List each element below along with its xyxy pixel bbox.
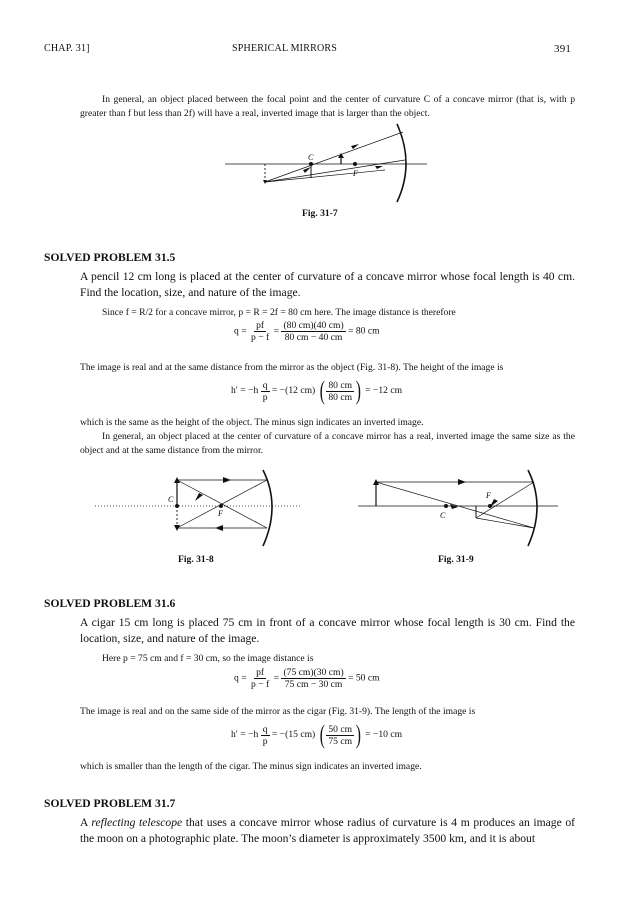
running-title: SPHERICAL MIRRORS bbox=[232, 43, 337, 54]
label-f: F bbox=[353, 169, 358, 178]
figure-31-8 bbox=[95, 466, 300, 551]
caption-fig-31-7: Fig. 31-7 bbox=[302, 208, 338, 219]
conclusion-31-5: which is the same as the height of the object. The minus sign indicates an inverted image. bbox=[80, 417, 424, 428]
concave-mirror bbox=[397, 124, 406, 202]
figure-31-9 bbox=[358, 466, 563, 551]
figure-31-7 bbox=[225, 120, 430, 205]
equation-image-distance-31-6: q = $\frac{pf}{p - f}$ = $\frac{(75 cm)(30 cm)}{75 cm - 30 cm}$ = 50 cm bbox=[234, 667, 380, 690]
equation-image-distance-31-5: q = $\frac{pf}{p - f}$ = $\frac{(80 cm)(40 cm)}{80 cm - 40 cm}$ = 80 cm bbox=[234, 320, 380, 343]
since-line: Since f = R/2 for a concave mirror, p = R = 2f = 80 cm here. The image distance is therefore bbox=[102, 307, 456, 318]
intro-paragraph: In general, an object placed between the focal point and the center of curvature C of a concave mirror (that is, with p greater than f but less than 2f) will have a real, inverted image that is larger than the object. bbox=[80, 94, 575, 119]
chapter-label: CHAP. 31] bbox=[44, 43, 90, 54]
heading-problem-31-7: SOLVED PROBLEM 31.7 bbox=[44, 797, 176, 810]
ray-3 bbox=[265, 170, 385, 182]
label-f: F bbox=[486, 491, 491, 500]
ray-2 bbox=[265, 160, 405, 182]
label-f: F bbox=[218, 509, 223, 518]
caption-fig-31-9: Fig. 31-9 bbox=[438, 554, 474, 565]
heading-problem-31-5: SOLVED PROBLEM 31.5 bbox=[44, 251, 176, 264]
statement-31-7: A reflecting telescope that uses a concave mirror whose radius of curvature is 4 m produces an image of the moon on a photographic plate. The moon’s diameter is approximately 3500 km, and it is about bbox=[80, 816, 576, 845]
here-line: Here p = 75 cm and f = 30 cm, so the image distance is bbox=[102, 653, 314, 664]
image-line-31-5: The image is real and at the same distance from the mirror as the object (Fig. 31-8). The height of the image is bbox=[80, 362, 504, 373]
equation-image-height-31-5: h′ = −h $\frac{q}{p}$ = −(12 cm) ( $\frac{80 cm}{80 cm}$ ) = −12 cm bbox=[231, 376, 403, 405]
label-c: C bbox=[308, 153, 314, 162]
ray-1 bbox=[265, 132, 403, 182]
image-line-31-6: The image is real and on the same side of the mirror as the cigar (Fig. 31-9). The length of the image is bbox=[80, 706, 476, 717]
label-c: C bbox=[168, 495, 174, 504]
caption-fig-31-8: Fig. 31-8 bbox=[178, 554, 214, 565]
term-reflecting-telescope: reflecting telescope bbox=[91, 816, 183, 829]
page-number: 391 bbox=[554, 43, 572, 55]
statement-31-5: A pencil 12 cm long is placed at the center of curvature of a concave mirror whose focal length is 40 cm. Find the location, size, and nature of the image. bbox=[80, 270, 575, 299]
concave-mirror bbox=[528, 470, 537, 546]
statement-31-6: A cigar 15 cm long is placed 75 cm in front of a concave mirror whose focal length is 30 cm. Find the location, size, and nature of the image. bbox=[80, 616, 575, 645]
label-c: C bbox=[440, 511, 446, 520]
heading-problem-31-6: SOLVED PROBLEM 31.6 bbox=[44, 597, 176, 610]
conclusion-31-6: which is smaller than the length of the cigar. The minus sign indicates an inverted image. bbox=[80, 761, 422, 772]
equation-image-height-31-6: h′ = −h $\frac{q}{p}$ = −(15 cm) ( $\frac{50 cm}{75 cm}$ ) = −10 cm bbox=[231, 720, 403, 749]
general-note-31-5: In general, an object placed at the center of curvature of a concave mirror has a real, inverted image the same size as the object and at the same distance from the mirror. bbox=[80, 431, 575, 456]
